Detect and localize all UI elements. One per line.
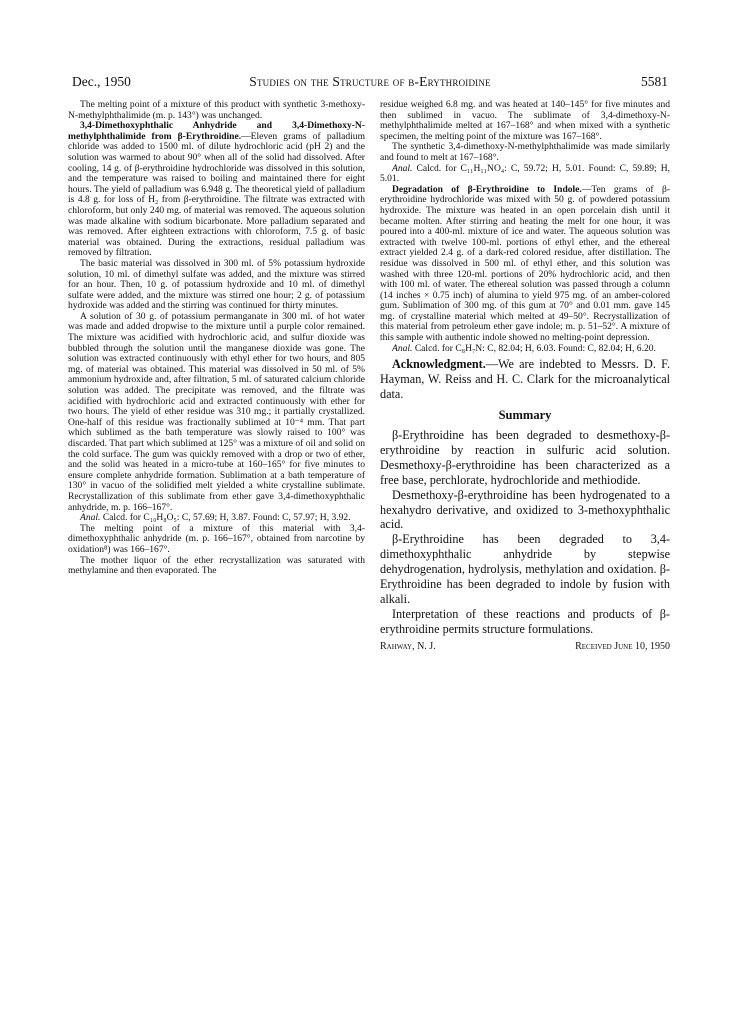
anal-label: Anal. bbox=[80, 512, 101, 524]
acknowledgment bbox=[380, 357, 670, 402]
paragraph-text: —Eleven grams of palladium chloride was added to 1500 ml. of dilute hydrochloric acid (pH 2) and the solution was warmed to about 90° when all of the solid had dissolved. After cooling, 14 g. of β-erythroidine hydrochloride was dissolved in this solution, and the temperature was raised to boiling and maintained there for eight hours. The yield of palladium was 6.948 g. The theoretical yield of palladium is 4.8 g. for loss of H₂ from β-erythroidine. The filtrate was extracted with chloroform, but only 240 mg. of material was removed. The aqueous solution was made alkaline with sodium bicarbonate. More palladium separated and was removed. After eighteen extractions with chloroform, 7.5 g. of basic material was obtained. During the extractions, residual palladium was removed by filtration. bbox=[68, 130, 365, 259]
paragraph: The basic material was dissolved in 300 ml. of 5% potassium hydroxide solution, 10 ml. of dimethyl sulfate was added, and the mixture was stirred for an hour. Then, 10 g. of potassium hydroxide and 10 ml. of dimethyl sulfate were added, and the mixture was stirred one hour; 2 g. of potassium hydroxide was added and the stirring was continued for thirty minutes. bbox=[68, 257, 365, 312]
paragraph-text: —Ten grams of β-erythroidine hydrochloride was mixed with 50 g. of powdered potassium hydroxide. The mixture was heated in an open porcelain dish until it became molten. After stirring and heating the melt for one hour, it was poured into a 400-ml. mixture of ice and water. The aqueous solution was extracted with twelve 100-ml. portions of ethyl ether, and the ethereal extract yielded 2.4 g. of a dark-red colored residue, after distillation. The residue was dissolved in 500 ml. of ethyl ether, and this solution was washed with three 120-ml. portions of 20% hydrochloric acid, and then with 100 ml. of water. The ethereal solution was passed through a column (14 inches × 0.75 inch) of alumina to yield 975 mg. of an amber-colored gum. Sublimation of 300 mg. of this gum at 70° and 0.01 mm. gave 145 mg. of crystalline material which melted at 49–50°. Recrystallization of this material from petroleum ether gave indole; m. p. 51–52°. A mixture of this sample with authentic indole showed no melting-point depression. bbox=[380, 183, 671, 344]
paragraph bbox=[68, 121, 365, 259]
paragraph bbox=[380, 185, 670, 344]
paragraph: The melting point of a mixture of this material with 3,4-dimethoxyphthalic anhydride (m. p. 166–167°, obtained from narcotine by oxidation⁸) was 166–167°. bbox=[68, 522, 365, 555]
header-title: Studies on the Structure of β-Erythroidine bbox=[249, 74, 491, 89]
analysis-paragraph bbox=[380, 344, 670, 355]
summary-heading: Summary bbox=[498, 407, 552, 422]
right-column bbox=[380, 100, 670, 654]
acknowledgment-text: —We are indebted to Messrs. D. F. Hayman, W. Reiss and H. C. Clark for the microanalytical data. bbox=[380, 357, 670, 402]
received-date: Received June 10, 1950 bbox=[575, 640, 670, 652]
running-header bbox=[72, 74, 668, 92]
summary-paragraph: β-Erythroidine has been degraded to desmethoxy-β-erythroidine by reaction in sulfuric acid solution. Desmethoxy-β-erythroidine has been characterized as a free base, perchlorate, hydrochloride and methiodide. bbox=[380, 427, 670, 487]
section-heading: Degradation of β-Erythroidine to Indole. bbox=[392, 183, 582, 195]
paragraph: The mother liquor of the ether recrystallization was saturated with methylamine and then evaporated. The bbox=[68, 554, 365, 577]
left-column bbox=[68, 100, 365, 577]
analysis-paragraph bbox=[380, 164, 670, 185]
analysis-text: Calcd. for C₁₀H₈O₅: C, 57.69; H, 3.87. Found: C, 57.97; H, 3.92. bbox=[102, 512, 351, 524]
paragraph: The synthetic 3,4-dimethoxy-N-methylphthalimide was made similarly and found to melt at 167–168°. bbox=[380, 141, 670, 163]
summary-paragraph: Interpretation of these reactions and products of β-erythroidine permits structure formulations. bbox=[380, 606, 670, 636]
acknowledgment-heading: Acknowledgment. bbox=[392, 357, 486, 372]
signature-line bbox=[380, 641, 670, 654]
analysis-text: Calcd. for C₈H₇N: C, 82.04; H, 6.03. Found: C, 82.04; H, 6.20. bbox=[414, 342, 656, 354]
anal-label: Anal. bbox=[392, 342, 413, 354]
summary-paragraph: Desmethoxy-β-erythroidine has been hydrogenated to a hexahydro derivative, and oxidized to 3-methoxyphthalic acid. bbox=[380, 487, 670, 532]
paragraph: The melting point of a mixture of this product with synthetic 3-methoxy-N-methylphthalimide (m. p. 143°) was unchanged. bbox=[68, 99, 365, 121]
summary-paragraph: β-Erythroidine has been degraded to 3,4-dimethoxyphthalic anhydride by stepwise dehydrogenation, hydrolysis, methylation and oxidation. β-Erythroidine has been degraded to indole by fusion with alkali. bbox=[380, 532, 670, 606]
anal-label: Anal. bbox=[392, 162, 413, 174]
author-location: Rahway, N. J. bbox=[380, 640, 436, 652]
section-heading: 3,4-Dimethoxyphthalic Anhydride and 3,4-Dimethoxy-N-methylphthalimide from β-Erythroidine. bbox=[68, 120, 365, 142]
header-date: Dec., 1950 bbox=[72, 74, 131, 89]
page-number: 5581 bbox=[641, 74, 668, 89]
analysis-text: Calcd. for C₁₁H₁₁NO₄: C, 59.72; H, 5.01. Found: C, 59.89; H, 5.01. bbox=[380, 162, 670, 185]
paragraph: residue weighed 6.8 mg. and was heated at 140–145° for five minutes and then sublimed in vacuo. The sublimate of 3,4-dimethoxy-N-methylphthalimide melted at 167–168° and when mixed with a synthetic specimen, the melting point of the mixture was 167–168°. bbox=[380, 99, 670, 142]
paragraph: A solution of 30 g. of potassium permanganate in 300 ml. of hot water was made and added dropwise to the mixture until a purple color remained. The mixture was acidified with hydrochloric acid, and sulfur dioxide was bubbled through the solution until the manganese dioxide was gone. The solution was extracted continuously with ethyl ether for two hours, and 805 mg. of material was obtained. This material was dissolved in 50 ml. of 5% ammonium hydroxide and, after filtration, 5 ml. of saturated calcium chloride solution was added. The precipitate was removed, and the filtrate was acidified with hydrochloric acid and extracted continuously with ether for two hours. The yield of ether residue was 310 mg.; it partially crystallized. One-half of this residue was fractionally sublimed at 10⁻⁴ mm. That part which sublimed as the bath temperature was slowly raised to 100° was discarded. That part which sublimed at 125° was a mixture of oil and solid on the cold surface. The gum was quickly removed with a drop or two of ether, and the solid was heated in a micro-tube at 160–165° for five minutes to ensure complete anhydride formation. Sublimation at a bath temperature of 130° in vacuo of the solidified melt yielded a white crystalline sublimate. Recrystallization of this sublimate from ether gave 3,4-dimethoxyphthalic anhydride, m. p. 166–167°. bbox=[68, 310, 365, 513]
